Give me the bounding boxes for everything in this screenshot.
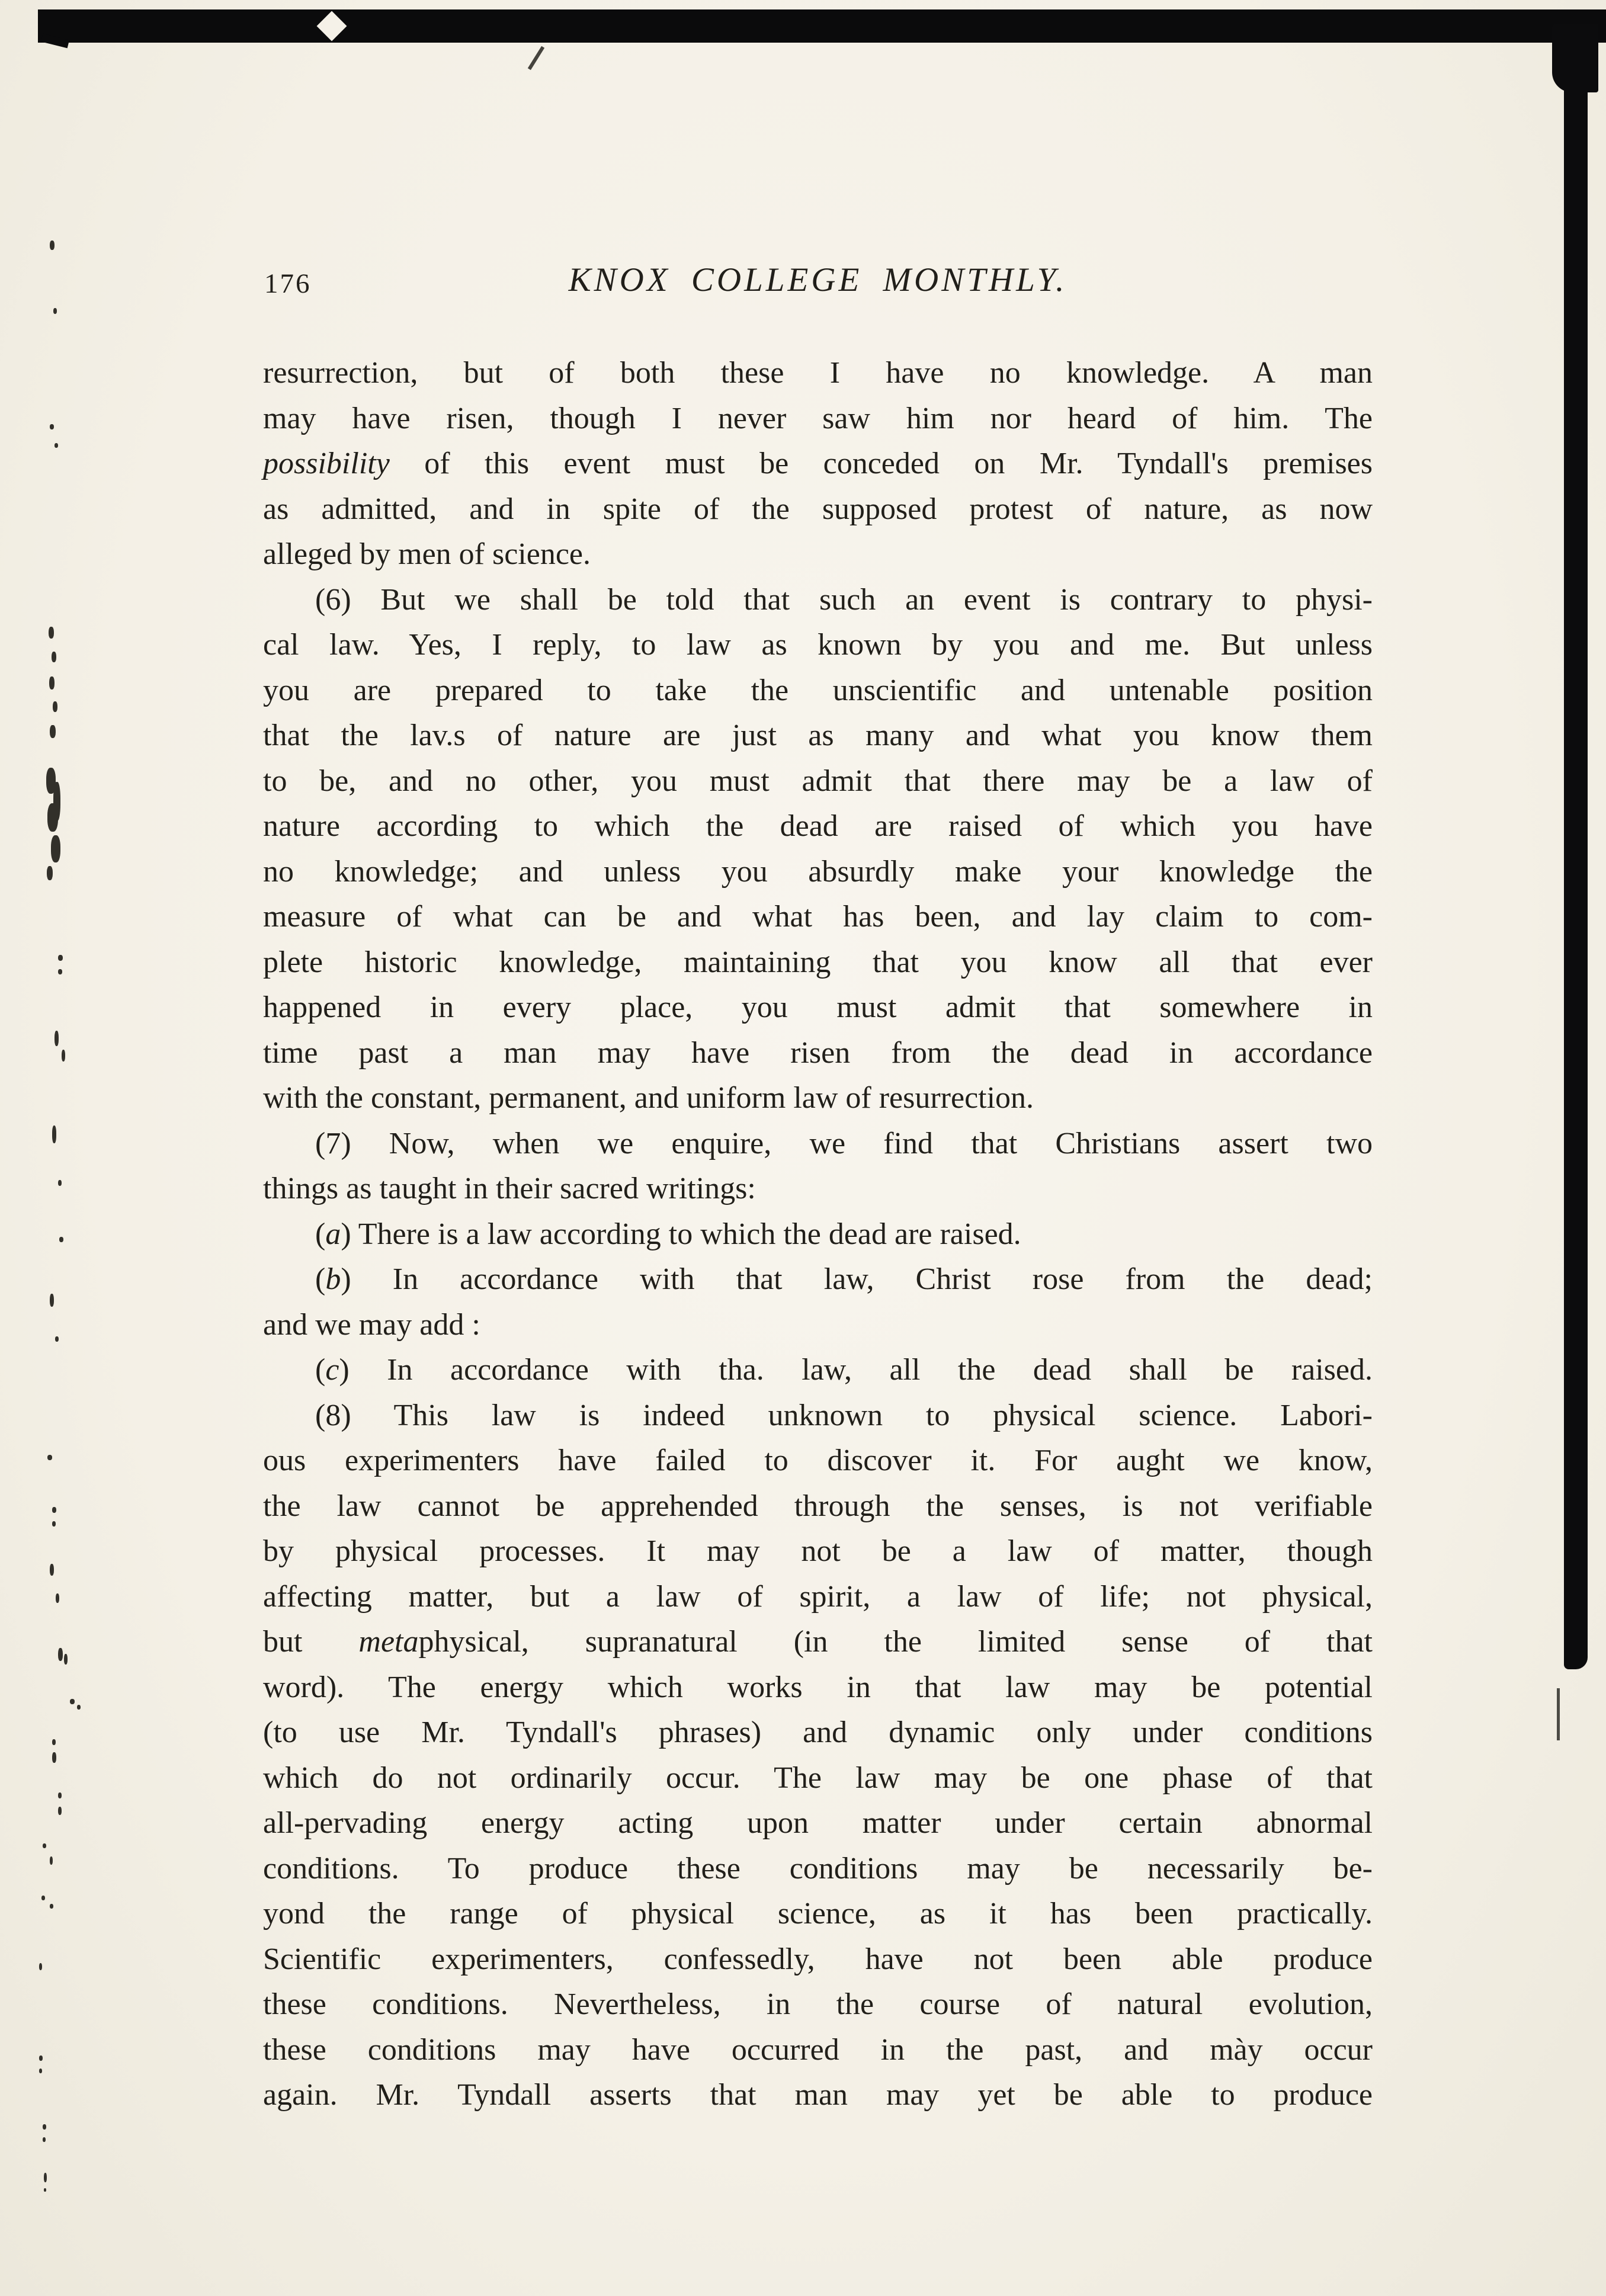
scan-noise-speck (41, 1896, 45, 1900)
scan-noise-speck (52, 652, 56, 662)
text-line (263, 1076, 1373, 1121)
text: Scientific experimenters, confessedly, have not been able produce (263, 1942, 1373, 1976)
text-line (263, 1710, 1373, 1756)
text-line (263, 487, 1373, 533)
text-line (263, 1212, 1373, 1258)
text: (6) But we shall be told that such an event is contrary to physi- (315, 582, 1373, 617)
text-line (263, 441, 1373, 487)
text-line (263, 1620, 1373, 1665)
text-line (263, 1166, 1373, 1212)
scan-noise-speck (43, 2124, 46, 2130)
scan-noise-speck (43, 1843, 46, 1848)
text-line (263, 713, 1373, 759)
italic-text: possibility (263, 447, 390, 480)
text: alleged by men of science. (263, 537, 591, 571)
scan-noise-speck (49, 627, 54, 639)
text: and we may add : (263, 1307, 480, 1342)
text: resurrection, but of both these I have no knowledge. A man (263, 356, 1373, 390)
scan-noise-speck (53, 701, 57, 712)
scan-noise-speck (70, 1699, 75, 1704)
scan-noise-speck (55, 443, 58, 448)
scan-noise-speck (52, 1507, 56, 1513)
scan-artifact-top-bar (38, 9, 1606, 43)
text: to be, and no other, you must admit that there may be a law of (263, 764, 1373, 798)
text-line (263, 1575, 1373, 1620)
text-line (263, 1937, 1373, 1983)
text: physical, supranatural (in the limited sense of that (418, 1625, 1373, 1659)
text-line (263, 940, 1373, 986)
scan-noise-speck (62, 1050, 65, 1062)
text: happened in every place, you must admit that somewhere in (263, 990, 1373, 1024)
text: things as taught in their sacred writings: (263, 1172, 756, 1205)
scan-noise-speck (50, 1856, 53, 1865)
scan-artifact-diagonal-mark (528, 46, 544, 70)
text: which do not ordinarily occur. The law may be one phase of that (263, 1761, 1373, 1795)
scan-noise-speck (58, 1792, 62, 1798)
text: you are prepared to take the unscientific and untenable position (263, 673, 1373, 707)
text-line (263, 894, 1373, 940)
scan-noise-speck (44, 2188, 46, 2192)
text-line (263, 1982, 1373, 2028)
scan-noise-speck (58, 1180, 62, 1186)
text-line (263, 2028, 1373, 2073)
scan-noise-speck (56, 1593, 59, 1603)
scan-noise-speck (50, 240, 55, 250)
text: these conditions may have occurred in the past, and mày occur (263, 2032, 1373, 2067)
text-line (263, 1801, 1373, 1846)
scan-noise-speck (50, 1294, 54, 1307)
text: ) In accordance with tha. law, all the dead shall be raised. (339, 1353, 1373, 1387)
text-line (263, 668, 1373, 714)
page-number: 176 (264, 268, 312, 299)
text: as admitted, and in spite of the supposed protest of nature, as now (263, 492, 1373, 526)
text-line (263, 2073, 1373, 2118)
scan-noise-speck (58, 1807, 62, 1815)
text: all-pervading energy acting upon matter under certain abnormal (263, 1806, 1373, 1840)
scan-noise-speck (58, 1648, 63, 1661)
italic-text: b (325, 1262, 341, 1296)
text: these conditions. Nevertheless, in the course of natural evolution, (263, 1987, 1373, 2021)
text-line (263, 532, 1373, 578)
scan-artifact-right-tick (1557, 1688, 1560, 1740)
scan-noise-speck (52, 1125, 56, 1143)
scan-noise-speck (58, 955, 63, 961)
scan-noise-speck (55, 1031, 59, 1046)
italic-text: meta (358, 1625, 419, 1659)
scan-noise-speck (47, 1455, 52, 1460)
text: conditions. To produce these conditions may be necessarily be- (263, 1851, 1373, 1885)
scan-noise-speck (39, 2056, 43, 2061)
scan-noise-speck (52, 1739, 56, 1745)
text: of this event must be conceded on Mr. Tyndall's premises (389, 447, 1373, 480)
text: the law cannot be apprehended through the senses, is not verifiable (263, 1489, 1373, 1523)
text: yond the range of physical science, as it has been practically. (263, 1897, 1373, 1931)
text-line (263, 1393, 1373, 1439)
text-line (263, 1891, 1373, 1937)
text-line (263, 1438, 1373, 1484)
text-line (263, 578, 1373, 623)
scan-noise-speck (44, 2173, 47, 2182)
text: (7) Now, when we enquire, we find that Christians assert two (315, 1126, 1373, 1160)
scan-noise-speck (55, 1336, 59, 1342)
scan-noise-speck (59, 1237, 63, 1242)
running-header (263, 261, 1373, 312)
text: ( (315, 1217, 326, 1251)
text-line (263, 1484, 1373, 1529)
text: word). The energy which works in that law may be potential (263, 1670, 1373, 1704)
body-text (263, 351, 1373, 2118)
text-line (263, 1031, 1373, 1076)
text: ous experimenters have failed to discover it. For aught we know, (263, 1444, 1373, 1477)
scan-noise-speck (53, 308, 57, 314)
text-line (263, 1348, 1373, 1393)
text: again. Mr. Tyndall asserts that man may yet be able to produce (263, 2078, 1373, 2112)
text: cal law. Yes, I reply, to law as known by you and me. But unless (263, 628, 1373, 662)
text: measure of what can be and what has been, and lay claim to com- (263, 900, 1373, 934)
page-title: KNOX COLLEGE MONTHLY. (568, 261, 1068, 299)
text-line (263, 1121, 1373, 1167)
text: may have risen, though I never saw him nor heard of him. The (263, 401, 1373, 435)
text-line (263, 1665, 1373, 1711)
scan-noise-speck (39, 1963, 42, 1970)
text-line (263, 396, 1373, 442)
text: (8) This law is indeed unknown to physical science. Labori- (315, 1398, 1373, 1432)
text-line (263, 985, 1373, 1031)
text: ( (315, 1262, 326, 1296)
scan-noise-speck (50, 1564, 54, 1576)
text: but (263, 1625, 359, 1659)
text: ( (315, 1353, 326, 1387)
scan-noise-speck (51, 835, 60, 862)
text: no knowledge; and unless you absurdly make your knowledge the (263, 854, 1373, 889)
text: time past a man may have risen from the dead in accordance (263, 1035, 1373, 1070)
scan-noise-speck (77, 1705, 81, 1710)
text-line (263, 1529, 1373, 1575)
scan-noise-speck (50, 725, 56, 738)
text: plete historic knowledge, maintaining that you know all that ever (263, 945, 1373, 979)
text-line (263, 1257, 1373, 1303)
scan-noise-speck (58, 969, 62, 974)
scan-noise-speck (47, 803, 58, 832)
text-line (263, 849, 1373, 895)
text: by physical processes. It may not be a law of matter, though (263, 1534, 1373, 1568)
scan-noise-speck (52, 1752, 56, 1763)
italic-text: a (325, 1217, 341, 1251)
text: (to use Mr. Tyndall's phrases) and dynamic only under conditions (263, 1715, 1373, 1749)
scan-noise-speck (39, 2069, 42, 2073)
text-line (263, 1303, 1373, 1348)
text: ) There is a law according to which the dead are raised. (341, 1217, 1021, 1251)
scan-artifact-right-bar (1564, 34, 1588, 1669)
text: ) In accordance with that law, Christ rose from the dead; (341, 1262, 1373, 1296)
text-line (263, 759, 1373, 804)
scan-noise-speck (52, 1521, 56, 1527)
scan-noise-speck (50, 1904, 53, 1909)
text: nature according to which the dead are raised of which you have (263, 809, 1373, 843)
text-line (263, 351, 1373, 396)
text: that the lav.s of nature are just as many and what you know them (263, 719, 1373, 752)
text-line (263, 1846, 1373, 1892)
scan-noise-speck (50, 424, 54, 429)
scan-noise-speck (64, 1654, 68, 1665)
text: with the constant, permanent, and uniform law of resurrection. (263, 1081, 1034, 1115)
italic-text: c (325, 1353, 339, 1387)
text: affecting matter, but a law of spirit, a law of life; not physical, (263, 1579, 1373, 1614)
text-line (263, 1756, 1373, 1801)
scan-noise-speck (49, 676, 55, 690)
text-line (263, 623, 1373, 668)
scan-noise-speck (47, 866, 53, 880)
text-line (263, 804, 1373, 849)
scan-noise-speck (43, 2137, 46, 2142)
